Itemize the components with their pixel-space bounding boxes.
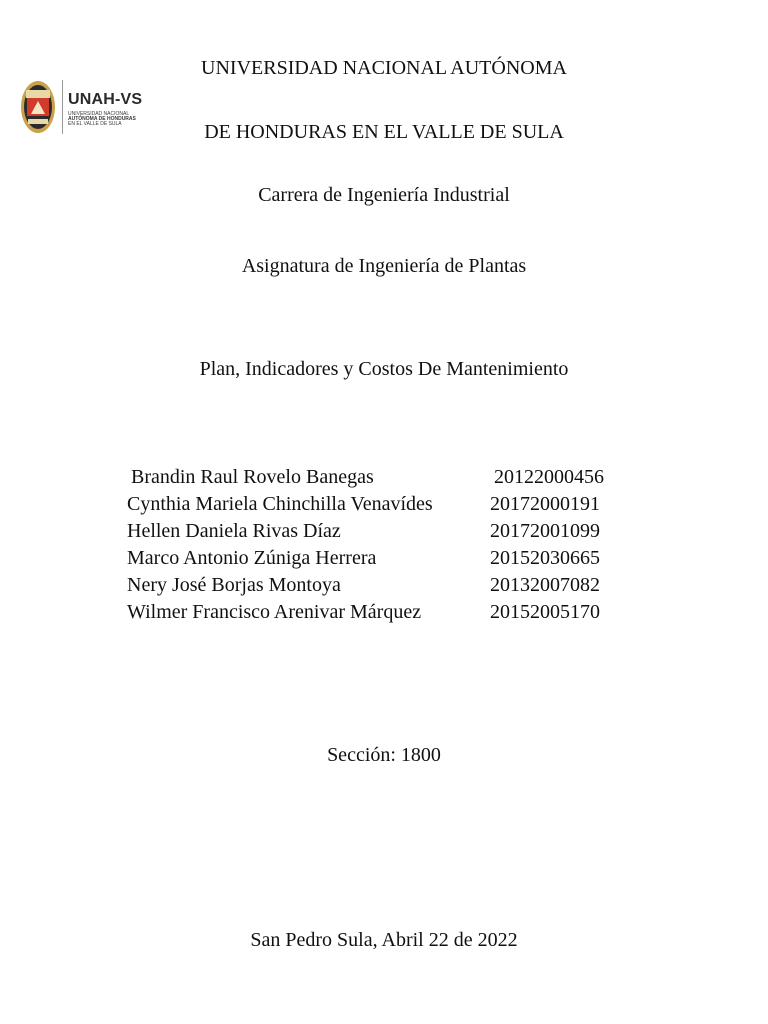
student-name: Hellen Daniela Rivas Díaz [127, 520, 341, 542]
student-name: Brandin Raul Rovelo Banegas [131, 466, 374, 488]
student-id: 20132007082 [490, 574, 600, 596]
student-id: 20172001099 [490, 520, 600, 542]
logo-subtitle-line2: AUTÓNOMA DE HONDURAS [68, 116, 136, 122]
section-number: Sección: 1800 [327, 744, 441, 766]
student-id: 20172000191 [490, 493, 600, 515]
student-name: Nery José Borjas Montoya [127, 574, 341, 596]
university-name-line1: UNIVERSIDAD NACIONAL AUTÓNOMA [201, 57, 567, 79]
career-heading: Carrera de Ingeniería Industrial [258, 184, 510, 206]
student-id: 20122000456 [494, 466, 604, 488]
place-and-date: San Pedro Sula, Abril 22 de 2022 [250, 929, 518, 951]
university-name-line2: DE HONDURAS EN EL VALLE DE SULA [204, 121, 564, 143]
student-name: Cynthia Mariela Chinchilla Venavídes [127, 493, 433, 515]
logo-subtitle-line1: UNIVERSIDAD NACIONAL [68, 111, 130, 117]
student-id: 20152030665 [490, 547, 600, 569]
student-id: 20152005170 [490, 601, 600, 623]
document-title: Plan, Indicadores y Costos De Mantenimiento [199, 358, 569, 380]
student-name: Wilmer Francisco Arenivar Márquez [127, 601, 422, 623]
student-name: Marco Antonio Zúniga Herrera [127, 547, 377, 569]
subject-heading: Asignatura de Ingeniería de Plantas [241, 255, 527, 277]
logo-brand-text: UNAH-VS [68, 91, 143, 108]
logo-subtitle-line3: EN EL VALLE DE SULA [68, 121, 122, 127]
